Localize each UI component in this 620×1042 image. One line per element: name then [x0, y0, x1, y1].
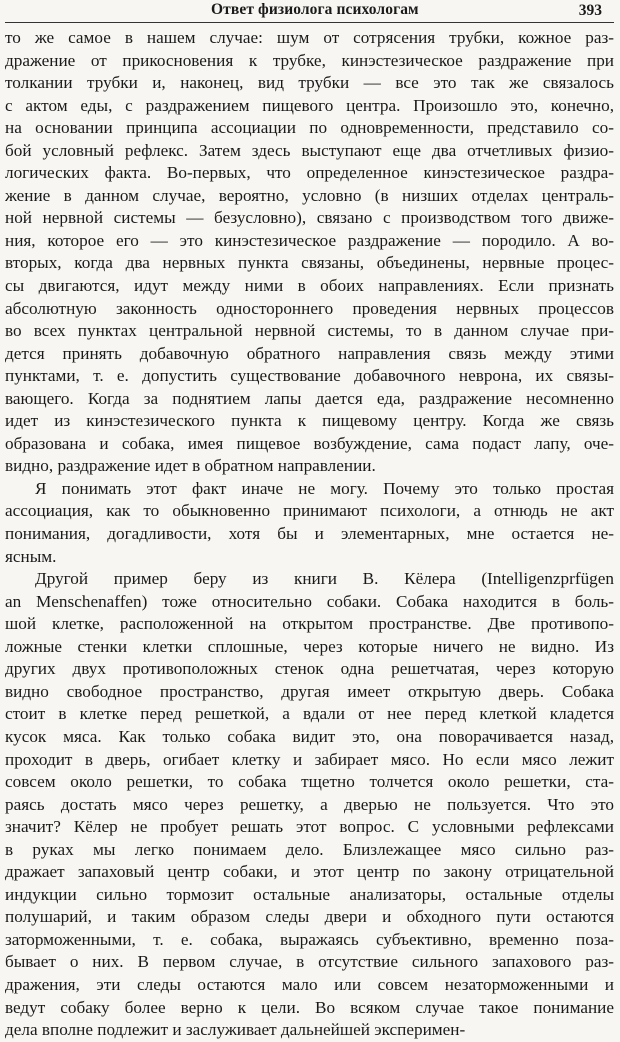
text-line: стоит в клетке перед решеткой, а вдали от нее перед клеткой кладется — [5, 704, 614, 724]
text-line: совсем около решетки, то собака тщетно толчется около решетки, ста- — [5, 772, 614, 792]
text-line: сы двигаются, идут между ними в обоих направлениях. Если признать — [5, 276, 614, 296]
text-line: в руках мы легко понимаем дело. Близлежащее мясо сильно раз- — [5, 839, 614, 859]
text-line: понимания, догадливости, хотя бы и элементарных, мне остается не- — [5, 524, 614, 544]
paragraph — [5, 568, 614, 1041]
text-line: вторых, когда два нервных пункта связаны, объединены, нервные процес- — [5, 253, 614, 273]
text-line: значит? Кёлер не пробует решать этот вопрос. С условными рефлексами — [5, 817, 614, 837]
paragraph — [5, 27, 614, 478]
text-line: дела вполне подлежит и заслуживает дальнейшей эксперимен- — [5, 1020, 466, 1040]
text-line: заторможенными, т. е. собака, выражаясь субъективно, временно поза- — [5, 929, 614, 949]
text-line: абсолютную законность одностороннего проведения нервных процессов — [5, 298, 614, 318]
text-line: пунктами, т. е. допустить существование добавочного неврона, их связы- — [5, 366, 614, 386]
text-line: индукции сильно тормозит остальные анализаторы, остальные отделы — [5, 884, 614, 904]
text-line: Другой пример беру из книги В. Кёлера (Intelligenzprfügen — [35, 569, 614, 589]
text-line: видно, раздражение идет в обратном направлении. — [5, 456, 376, 476]
text-line: бывает о них. В первом случае, в отсутствие сильного запахового раз- — [5, 952, 614, 972]
text-line: видно свободное пространство, другая имеет открытую дверь. Собака — [5, 681, 614, 701]
text-line: дражает запаховый центр собаки, и этот центр по закону отрицательной — [5, 862, 614, 882]
body-text — [5, 27, 614, 1042]
paragraph — [5, 478, 614, 568]
text-line: кусок мяса. Как только собака видит это, она поворачивается назад, — [5, 726, 614, 746]
text-line: толкании трубки и, наконец, вид трубки — все это так же связалось — [5, 73, 614, 93]
text-line: ложные стенки клетки сплошные, через которые ничего не видно. Из — [5, 636, 614, 656]
text-line: ясным. — [5, 546, 57, 566]
text-line: образована и собака, имея пищевое возбуждение, сама подаст лапу, оче- — [5, 433, 614, 453]
text-line: во всех пунктах центральной нервной системы, то в данном случае при- — [5, 321, 614, 341]
text-line: an Menschenaffen) тоже относительно собаки. Собака находится в боль- — [5, 591, 614, 611]
text-line: проходит в дверь, огибает клетку и забирает мясо. Но если мясо лежит — [5, 749, 614, 769]
text-line: с актом еды, с раздражением пищевого центра. Произошло это, конечно, — [5, 95, 614, 115]
text-line: шой клетке, расположенной на открытом пространстве. Две противопо- — [5, 614, 614, 634]
text-line: то же самое в нашем случае: шум от сотрясения трубки, кожное раз- — [5, 28, 614, 47]
text-line: жение в данном случае, вероятно, условно (в низших отделах централь- — [5, 185, 614, 205]
page-number: 393 — [578, 2, 602, 19]
text-line: ведут собаку более верно к цели. Во всяком случае такое понимание — [5, 997, 614, 1017]
text-line: вающего. Когда за поднятием лапы дается еда, раздражение несомненно — [5, 388, 614, 408]
running-header — [5, 0, 614, 23]
header-title: Ответ физиолога психологам — [211, 1, 419, 18]
text-line: других двух противоположных стенок одна решетчатая, через которую — [5, 659, 614, 679]
text-line: дражения, эти следы остаются мало или совсем незаторможенными и — [5, 974, 614, 994]
text-line: ной нервной системы — безусловно), связано с производством того движе- — [5, 208, 614, 228]
text-line: дется принять добавочную обратного направления связь между этими — [5, 343, 614, 363]
text-line: бой условный рефлекс. Затем здесь выступают еще два отчетливых физио- — [5, 140, 614, 160]
text-line: полушарий, и таким образом следы двери и обходного пути остаются — [5, 907, 614, 927]
text-line: идет из кинэстезического пункта к пищевому центру. Когда же связь — [5, 411, 614, 431]
text-line: логических факта. Во-первых, что определенное кинэстезическое раздра- — [5, 163, 614, 183]
text-line: на основании принципа ассоциации по одновременности, представило со- — [5, 118, 614, 138]
text-line: ассоциация, как то обыкновенно принимают психологи, а отнюдь не акт — [5, 501, 614, 521]
text-line: ния, которое его — это кинэстезическое раздражение — породило. А во- — [5, 230, 614, 250]
text-line: дражение от прикосновения к трубке, кинэстезическое раздражение при — [5, 50, 614, 70]
text-line: Я понимать этот факт иначе не могу. Почему это только простая — [35, 478, 614, 498]
text-line: раясь достать мясо через решетку, а дверью не пользуется. Что это — [5, 794, 614, 814]
